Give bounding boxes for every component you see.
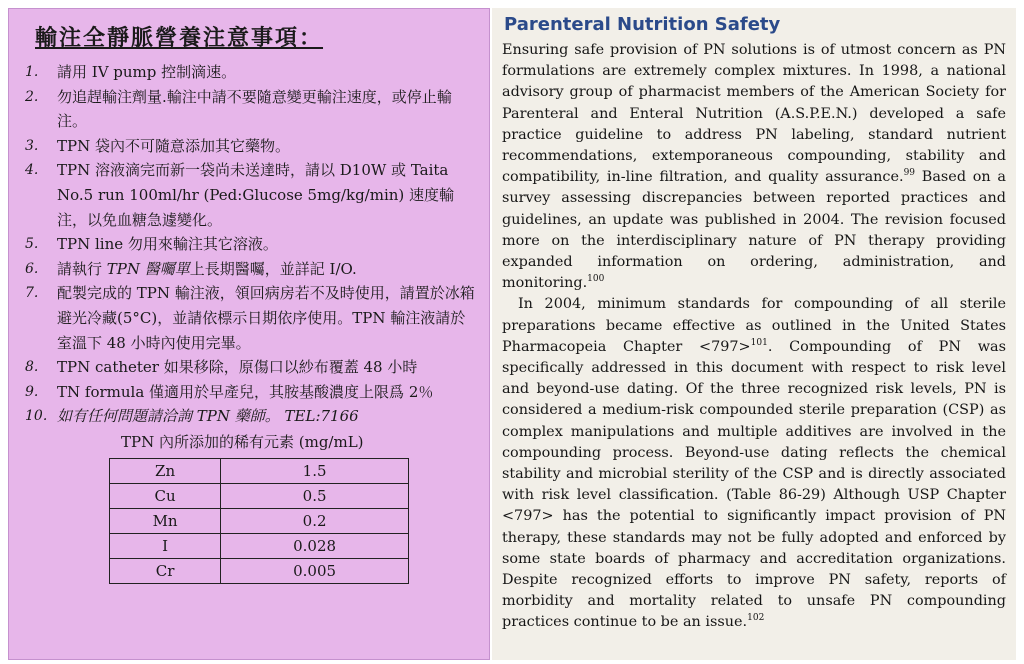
element-name-cell: Cr xyxy=(110,558,221,583)
table-row xyxy=(110,533,409,558)
notice-item xyxy=(25,134,477,159)
trace-element-caption: TPN 內所添加的稀有元素 (mg/mL) xyxy=(121,432,364,451)
notice-item xyxy=(25,404,477,429)
article-heading: Parenteral Nutrition Safety xyxy=(504,14,781,35)
table-row xyxy=(110,483,409,508)
paragraph-text: Based on a survey assessing discrepancies between reported practices and guidelines, an update was published in 2004. The revision focused more on the interdisciplinary nature of PN therapy providing expanded information on ordering, administration, and monitoring. xyxy=(502,169,1006,292)
notice-item-number: 3. xyxy=(25,137,39,154)
notice-item-number: 2. xyxy=(25,88,39,105)
notice-item-text: TPN 袋內不可隨意添加其它藥物。 xyxy=(57,136,290,155)
element-name-cell: I xyxy=(110,533,221,558)
notice-item xyxy=(25,355,477,380)
notice-item xyxy=(25,85,477,134)
notice-item xyxy=(25,380,477,405)
reference-superscript: 101 xyxy=(750,338,768,349)
notice-item xyxy=(25,232,477,257)
table-row xyxy=(110,558,409,583)
element-name-cell: Cu xyxy=(110,483,221,508)
notice-item xyxy=(25,281,477,355)
notice-item-text: TPN 溶液滴完而新一袋尚未送達時，請以 D10W 或 Taita No.5 run 100ml/hr (Ped:Glucose 5mg/kg/min) 速度輸注，以免血糖急遽變化。 xyxy=(57,161,455,229)
element-value-cell: 1.5 xyxy=(221,458,409,483)
paragraph-text: In 2004, minimum standards for compounding of all sterile preparations became effective as outlined in the United States Pharmacopeia Chapter <797> xyxy=(502,296,1006,355)
notice-item-text: 如有任何問題請洽詢 TPN 藥師。 TEL:7166 xyxy=(57,407,359,426)
trace-element-table xyxy=(109,458,409,584)
notice-item-number: 8. xyxy=(25,359,39,376)
tpn-notice-card xyxy=(8,8,490,660)
notice-item xyxy=(25,158,477,232)
element-value-cell: 0.005 xyxy=(221,558,409,583)
notice-item-number: 9. xyxy=(25,383,39,400)
notice-item-text: 配製完成的 TPN 輸注液，領回病房若不及時使用，請置於冰箱避光冷藏(5°C)，並請依標示日期依序使用。TPN 輸注液請於室溫下 48 小時內使用完畢。 xyxy=(57,284,475,352)
reference-superscript: 100 xyxy=(587,274,605,285)
notice-item-number: 1. xyxy=(25,64,39,80)
notice-item-text: TN formula 僅適用於早產兒，其胺基酸濃度上限爲 2％ xyxy=(57,382,434,401)
reference-superscript: 102 xyxy=(747,613,765,624)
article-paragraph-1 xyxy=(502,40,1006,294)
notice-title: 輸注全靜脈營養注意事項： xyxy=(35,26,324,51)
notice-item-number: 6. xyxy=(25,260,39,277)
paragraph-text: . Compounding of PN was specifically addressed in this document with respect to risk level and beyond-use dating. Of the three recognized risk levels, PN is considered a medium-risk compounded sterile preparation (CSP) as complex manipulations and multiple additives are involved in the compounding process. Beyond-use dating reflects the chemical stability and microbial sterility of the CSP and is directly associated with risk level classification. (Table 86-29) Although USP Chapter <797> has the potential to significantly impact provision of PN therapy, these standards may not be fully adopted and enforced by some state boards of pharmacy and accreditation organizations. Despite recognized efforts to improve PN safety, reports of morbidity and mortality related to unsafe PN compounding practices continue to be an issue. xyxy=(502,338,1006,631)
notice-item xyxy=(25,257,477,282)
article-paragraph-2 xyxy=(502,294,1006,633)
notice-item-text: TPN catheter 如果移除，原傷口以紗布覆蓋 48 小時 xyxy=(57,358,418,377)
element-value-cell: 0.2 xyxy=(221,508,409,533)
notice-item-text: TPN line 勿用來輸注其它溶液。 xyxy=(57,235,278,254)
element-value-cell: 0.028 xyxy=(221,533,409,558)
element-name-cell: Zn xyxy=(110,458,221,483)
table-row xyxy=(110,508,409,533)
notice-item-number: 7. xyxy=(25,285,39,302)
notice-item-text: 勿追趕輸注劑量.輸注中請不要隨意變更輸注速度，或停止輸注。 xyxy=(57,87,452,131)
notice-item-text: 請執行 xyxy=(57,259,107,278)
notice-item-number: 5. xyxy=(25,236,39,253)
element-value-cell: 0.5 xyxy=(221,483,409,508)
paragraph-text: Ensuring safe provision of PN solutions is of utmost concern as PN formulations are extremely complex mixtures. In 1998, a national advisory group of pharmacist members of the American Society for Parenteral and Enteral Nutrition (A.S.P.E.N.) developed a safe practice guideline to address PN labeling, standard nutrient recommendations, extemporaneous compounding, stability and compatibility, in-line filtration, and quality assurance. xyxy=(502,42,1006,186)
reference-superscript: 99 xyxy=(903,168,916,179)
table-row xyxy=(110,458,409,483)
pn-safety-article xyxy=(492,8,1016,660)
notice-item-text: TPN 醫囑單 xyxy=(106,259,190,278)
notice-item-text: 請用 IV pump 控制滴速。 xyxy=(57,63,237,81)
element-name-cell: Mn xyxy=(110,508,221,533)
notice-item-number: 10. xyxy=(25,408,48,425)
notice-item-text: 上長期醫囑，並詳記 I/O. xyxy=(189,259,357,278)
notice-list xyxy=(25,60,477,429)
notice-item xyxy=(25,60,477,85)
notice-item-number: 4. xyxy=(25,162,39,179)
